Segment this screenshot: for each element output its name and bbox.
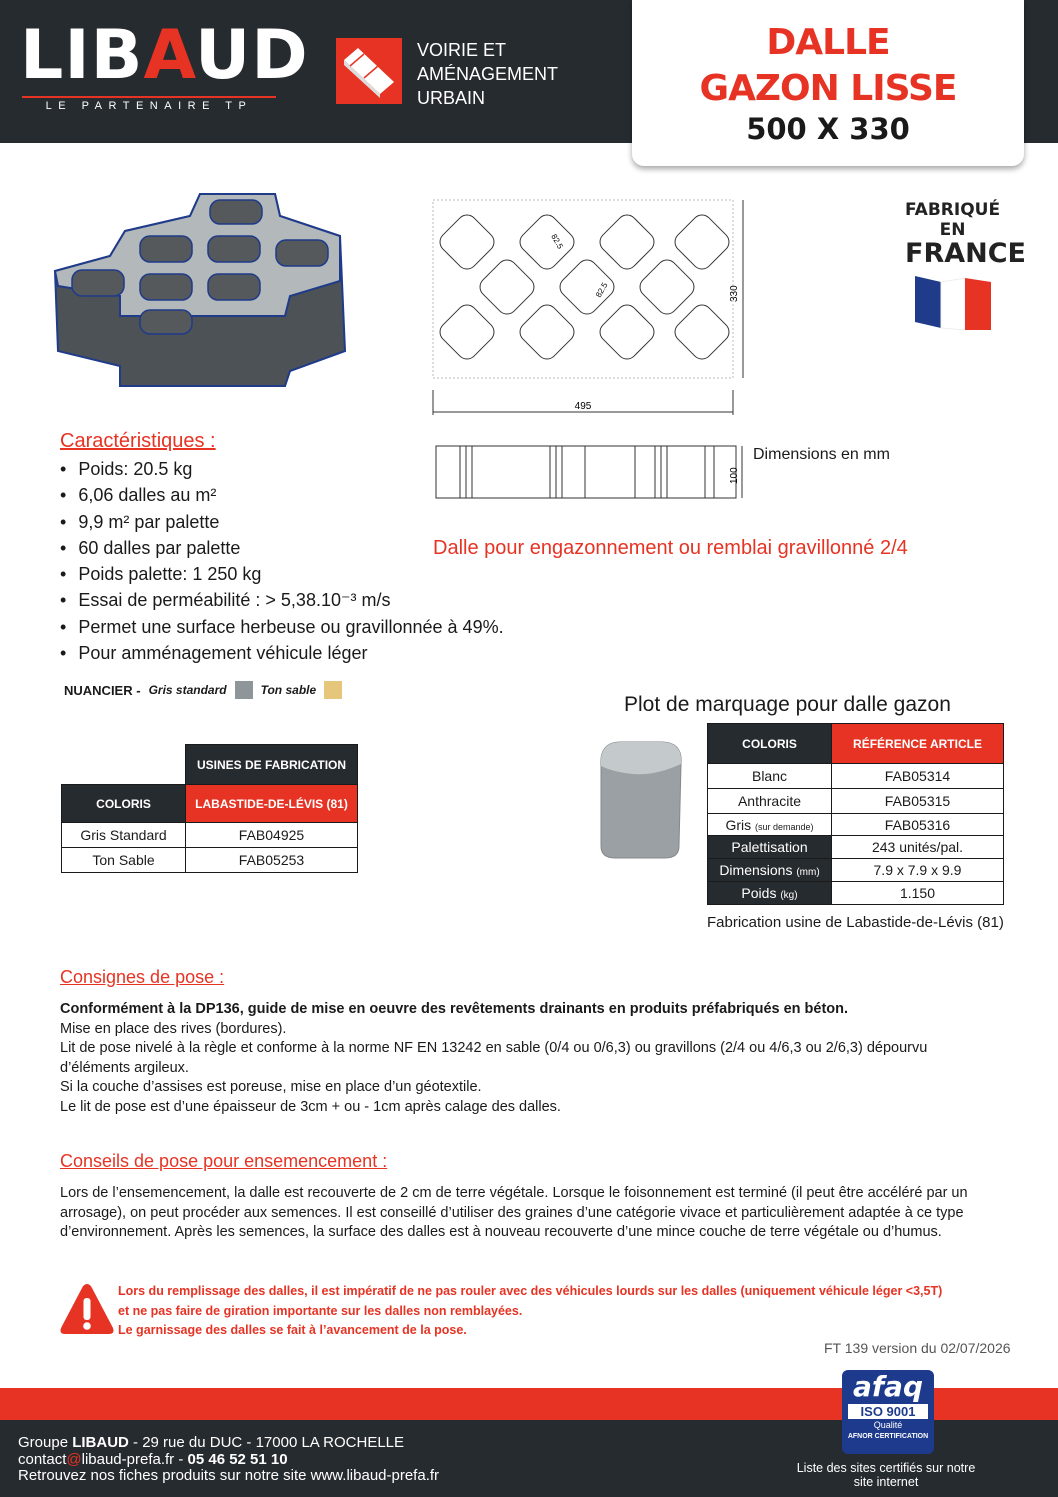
conseils-body: Lors de l’ensemencement, la dalle est recouverte de 2 cm de terre végétale. Lorsque le foisonnement est terminé (il peut être accéléré par un arrosage), on peut procéder aux semences. Il est conseillé d’utiliser des graines d’une catégorie vivace et particulièrement adaptée à ce type d’environnement. Après les semences, la surface des dalles est à nouveau recouverte d’une mince couche de terre végétale ou d’humus. xyxy=(60,1185,968,1240)
french-flag-icon xyxy=(913,272,993,332)
dim-thickness: 100 xyxy=(729,467,740,484)
factory-name-header: LABASTIDE-DE-LÉVIS (81) xyxy=(186,785,358,823)
table-row: Gris Standard FAB04925 xyxy=(62,823,358,848)
consignes-line: Lit de pose nivelé à la règle et conforme à la norme NF EN 13242 en sable (0/4 ou 0/6,3) ou gravillons (2/4 ou 4/6,3 ou 2/6,3) dépourvu d’éléments argileux. xyxy=(60,1040,928,1076)
list-item: • Poids: 20.5 kg xyxy=(60,456,504,482)
dimensions-note: Dimensions en mm xyxy=(753,446,890,463)
characteristics-list xyxy=(60,456,504,666)
logo-tagline: LE PARTENAIRE TP xyxy=(22,96,276,112)
dim-hole-2: 82.5 xyxy=(593,281,610,299)
dim-height: 330 xyxy=(729,285,740,302)
usage-statement: Dalle pour engazonnement ou remblai gravillonné 2/4 xyxy=(433,537,908,559)
list-item: • Permet une surface herbeuse ou gravillonnée à 49%. xyxy=(60,614,504,640)
factory-header: USINES DE FABRICATION xyxy=(186,745,358,785)
plot-table xyxy=(707,723,1004,905)
table-row: Dimensions (mm) 7.9 x 7.9 x 9.9 xyxy=(708,859,1004,882)
factory-table xyxy=(61,744,358,873)
plot-reference-header: RÉFÉRENCE ARTICLE xyxy=(832,724,1004,764)
title-line1: DALLE xyxy=(766,22,890,63)
footer-contact: Groupe LIBAUD - 29 rue du DUC - 17000 LA ROCHELLE contact@libaud-prefa.fr - 05 46 52 51 10 Retrouvez nos fiches produits sur notre site www.libaud-prefa.fr xyxy=(18,1434,440,1484)
list-item: • Poids palette: 1 250 kg xyxy=(60,561,504,587)
paver-3d-illustration xyxy=(50,186,350,396)
category-label: VOIRIE ET AMÉNAGEMENT URBAIN xyxy=(417,40,559,108)
characteristics-title: Caractéristiques : xyxy=(60,430,216,452)
libaud-logo: LIBAUD xyxy=(20,16,309,95)
table-row: Gris (sur demande) FAB05316 xyxy=(708,814,1004,836)
product-title-box xyxy=(632,0,1024,166)
flag-line2: FRANCE xyxy=(905,238,1026,269)
list-item: • 9,9 m² par palette xyxy=(60,509,504,535)
conseils-title: Conseils de pose pour ensemencement : xyxy=(60,1151,388,1171)
title-dimensions: 500 X 330 xyxy=(746,112,910,146)
consignes-body xyxy=(60,1000,1000,1117)
color-chart xyxy=(64,681,342,699)
made-in-france-badge xyxy=(905,200,1026,337)
contact-email-link[interactable]: contact@libaud-prefa.fr - 05 46 52 51 10 xyxy=(18,1450,288,1468)
consignes-line: Le lit de pose est d’une épaisseur de 3cm + ou - 1cm après calage des dalles. xyxy=(60,1098,561,1115)
document-version: FT 139 version du 02/07/2026 xyxy=(824,1340,1011,1356)
technical-drawing-top xyxy=(425,190,755,420)
list-item: • Pour amménagement véhicule léger xyxy=(60,640,504,666)
flag-line1: FABRIQUÉ EN xyxy=(905,200,1001,240)
table-row: Poids (kg) 1.150 xyxy=(708,882,1004,905)
table-row: Blanc FAB05314 xyxy=(708,764,1004,789)
table-row: Anthracite FAB05315 xyxy=(708,789,1004,814)
plot-factory-note: Fabrication usine de Labastide-de-Lévis (81) xyxy=(707,914,1004,931)
curb-icon xyxy=(336,38,402,104)
afaq-iso-logo: afaq ISO 9001 Qualité AFNOR CERTIFICATION xyxy=(842,1370,934,1454)
consignes-line: Mise en place des rives (bordures). xyxy=(60,1020,287,1037)
swatch-sable xyxy=(324,681,342,699)
marking-plot-illustration xyxy=(595,738,687,860)
list-item: • 6,06 dalles au m² xyxy=(60,482,504,508)
list-item: • 60 dalles par palette xyxy=(60,535,504,561)
swatch-label-gris: Gris standard xyxy=(148,683,227,697)
warning-text: Lors du remplissage des dalles, il est impératif de ne pas rouler avec des véhicules lourds sur les dalles (uniquement véhicule léger <3,5T) et ne pas faire de giration importante sur les dalles non remblayées. Le garnissage des dalles se fait à l’avancement de la pose. xyxy=(118,1284,943,1337)
certified-sites-note: Liste des sites certifiés sur notre site internet xyxy=(796,1461,976,1489)
consignes-line: Si la couche d’assises est poreuse, mise en place d’un géotextile. xyxy=(60,1079,482,1095)
nuancier-label: NUANCIER - xyxy=(64,682,141,698)
title-line2: GAZON LISSE xyxy=(699,68,957,109)
table-row: Ton Sable FAB05253 xyxy=(62,848,358,873)
plot-title: Plot de marquage pour dalle gazon xyxy=(624,693,951,716)
dim-hole-1: 82.5 xyxy=(549,232,565,251)
list-item: • Essai de perméabilité : > 5,38.10⁻³ m/s xyxy=(60,587,504,613)
consignes-title: Consignes de pose : xyxy=(60,967,225,987)
swatch-gris xyxy=(235,681,253,699)
dim-width: 495 xyxy=(574,401,592,412)
website-link[interactable]: Retrouvez nos fiches produits sur notre site www.libaud-prefa.fr xyxy=(18,1467,440,1484)
swatch-label-sable: Ton sable xyxy=(260,683,317,697)
table-row: Palettisation 243 unités/pal. xyxy=(708,836,1004,859)
consignes-bold-line: Conformément à la DP136, guide de mise en oeuvre des revêtements drainants en produits préfabriqués en béton. xyxy=(60,1001,849,1017)
coloris-header: COLORIS xyxy=(62,785,186,823)
warning-icon xyxy=(59,1281,115,1337)
plot-coloris-header: COLORIS xyxy=(708,724,832,764)
